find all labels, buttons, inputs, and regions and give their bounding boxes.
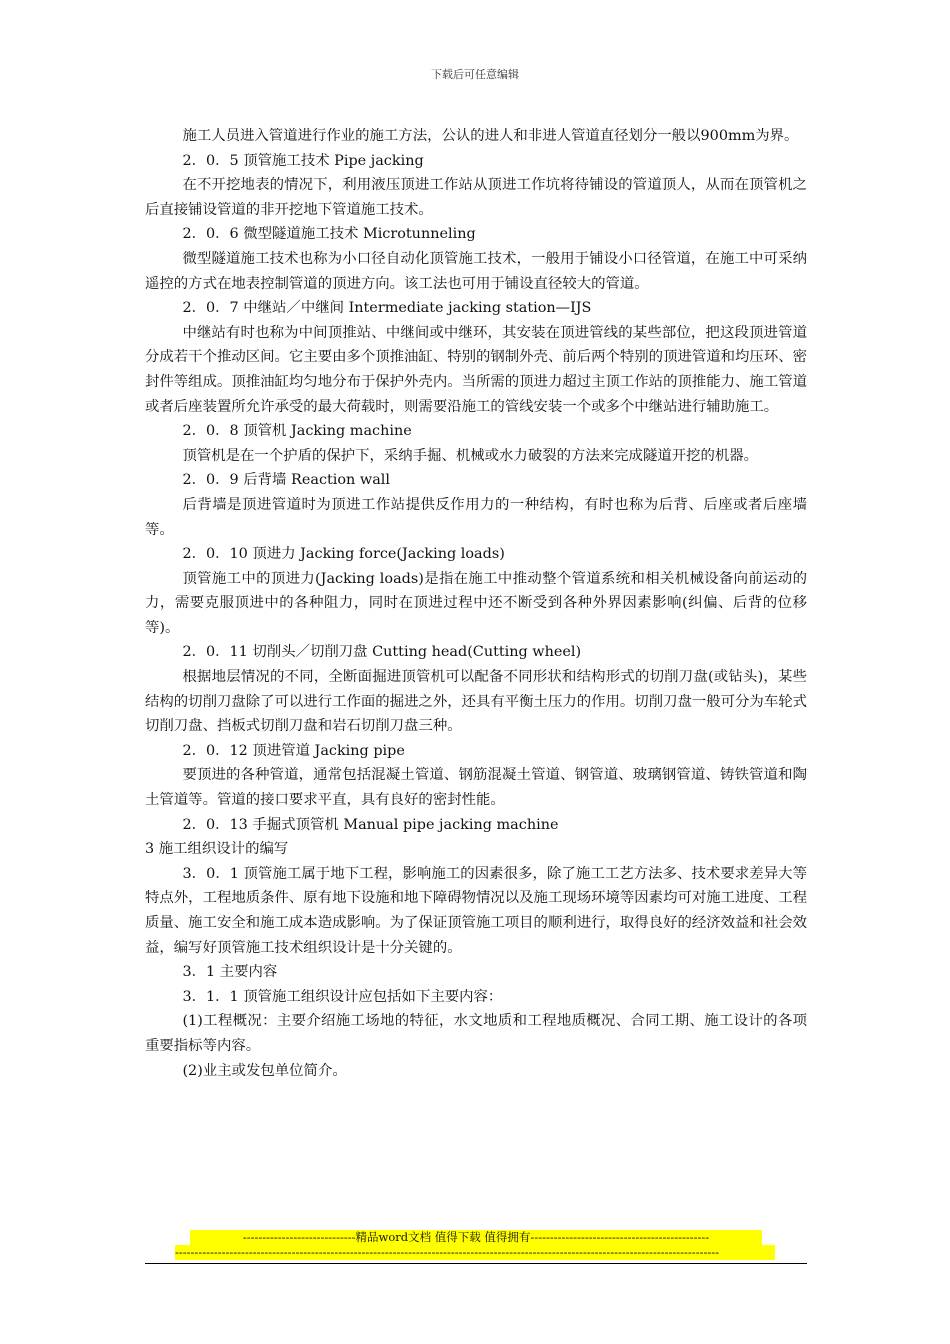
paragraph: 要顶进的各种管道，通常包括混凝土管道、钢筋混凝土管道、钢管道、玻璃钢管道、铸铁管道和陶土管道等。管道的接口要求平直，具有良好的密封性能。 — [145, 767, 807, 809]
paragraph: 2．0．9 后背墙 Reaction wall — [182, 472, 390, 489]
paragraph: (1)工程概况：主要介绍施工场地的特征，水文地质和工程地质概况、合同工期、施工设计的各项重要指标等内容。 — [145, 1013, 807, 1054]
paragraph: 根据地层情况的不同，全断面掘进顶管机可以配备不同形状和结构形式的切削刀盘(或钻头)，某些结构的切削刀盘除了可以进行工作面的掘进之外，还具有平衡土压力的作用。切削刀盘一般可分为车轮式切削刀盘、挡板式切削刀盘和岩石切削刀盘三种。 — [145, 669, 807, 735]
footer-banner-line-2: -------------------------------------------------------------------------------------------------------------------------------------------- — [175, 1245, 775, 1260]
paragraph: 2．0．5 顶管施工技术 Pipe jacking — [182, 152, 424, 169]
paragraph: (2)业主或发包单位简介。 — [182, 1062, 347, 1079]
paragraph: 3．1 主要内容 — [182, 964, 278, 981]
paragraph: 施工人员进入管道进行作业的施工方法，公认的进人和非进人管道直径划分一般以900mm为界。 — [182, 128, 799, 144]
paragraph: 3．0．1 顶管施工属于地下工程，影响施工的因素很多，除了施工工艺方法多、技术要求差异大等特点外，工程地质条件、原有地下设施和地下障碍物情况以及施工现场环境等因素均可对施工进度、工程质量、施工安全和施工成本造成影响。为了保证顶管施工项目的顺利进行，取得良好的经济效益和社会效益，编写好顶管施工技术组织设计是十分关键的。 — [145, 865, 807, 956]
document-body — [145, 124, 807, 1083]
paragraph: 中继站有时也称为中间顶推站、中继间或中继环，其安装在顶进管线的某些部位，把这段顶进管道分成若干个推动区间。它主要由多个顶推油缸、特别的钢制外壳、前后两个特别的顶进管道和均压环、密封件等组成。顶推油缸均匀地分布于保护外壳内。当所需的顶进力超过主顶工作站的顶推能力、施工管道或者后座装置所允许承受的最大荷载时，则需要沿施工的管线安装一个或多个中继站进行辅助施工。 — [145, 324, 807, 415]
footer-banner-line-1: -----------------------------精品word文档 值得下载 值得拥有---------------------------------------------- — [190, 1230, 762, 1245]
paragraph: 2．0．11 切削头／切削刀盘 Cutting head(Cutting wheel) — [182, 644, 582, 661]
paragraph: 2．0．10 顶进力 Jacking force(Jacking loads) — [182, 546, 505, 563]
section-heading: 3 施工组织设计的编写 — [145, 841, 289, 858]
paragraph: 3．1．1 顶管施工组织设计应包括如下主要内容： — [182, 988, 503, 1005]
paragraph: 顶管施工中的顶进力(Jacking loads)是指在施工中推动整个管道系统和相关机械设备向前运动的力，需要克服顶进中的各种阻力，同时在顶进过程中还不断受到各种外界因素影响(纠偏、后背的位移等)。 — [145, 570, 807, 636]
paragraph: 2．0．7 中继站／中继间 Intermediate jacking station—IJS — [182, 300, 592, 317]
paragraph: 2．0．12 顶进管道 Jacking pipe — [182, 742, 405, 759]
footer-divider — [145, 1263, 807, 1264]
paragraph: 在不开挖地表的情况下，利用液压顶进工作站从顶进工作坑将待铺设的管道顶人，从而在顶管机之后直接铺设管道的非开挖地下管道施工技术。 — [145, 177, 807, 218]
paragraph: 2．0．13 手掘式顶管机 Manual pipe jacking machine — [182, 816, 559, 833]
paragraph: 2．0．8 顶管机 Jacking machine — [182, 423, 412, 440]
paragraph: 2．0．6 微型隧道施工技术 Microtunneling — [182, 226, 476, 243]
paragraph: 顶管机是在一个护盾的保护下，采纳手掘、机械或水力破裂的方法来完成隧道开挖的机器。 — [182, 447, 759, 464]
paragraph: 后背墙是顶进管道时为顶进工作站提供反作用力的一种结构，有时也称为后背、后座或者后座墙等。 — [145, 496, 807, 538]
page-header: 下载后可任意编辑 — [431, 68, 519, 81]
paragraph: 微型隧道施工技术也称为小口径自动化顶管施工技术，一般用于铺设小口径管道，在施工中可采纳遥控的方式在地表控制管道的顶进方向。该工法也可用于铺设直径较大的管道。 — [145, 250, 807, 292]
